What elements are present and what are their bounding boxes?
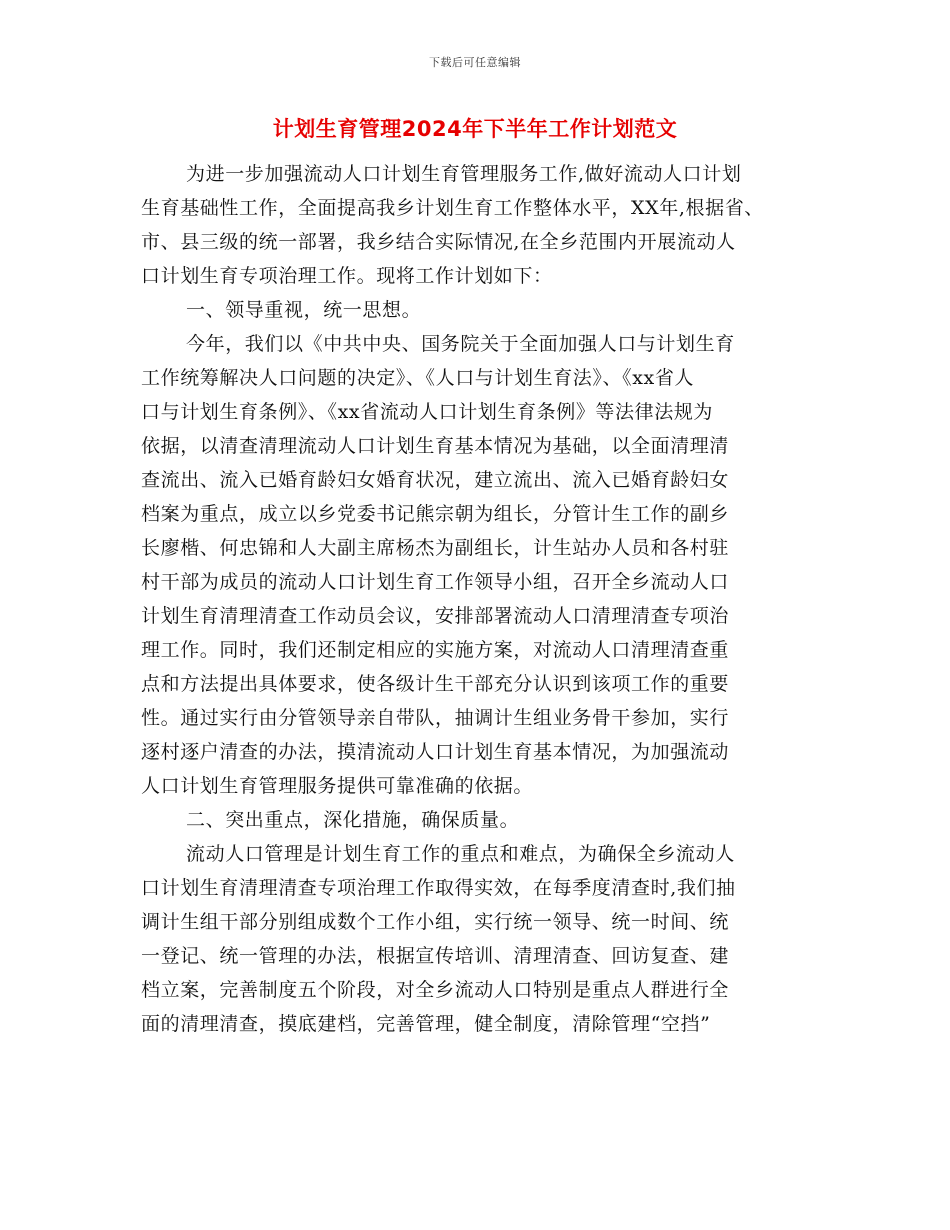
paragraph-line: 生育基础性工作，全面提高我乡计划生育工作整体水平，XX年,根据省、 bbox=[141, 197, 764, 219]
paragraph-line: 流动人口管理是计划生育工作的重点和难点，为确保全乡流动人 bbox=[186, 843, 735, 865]
section-heading: 一、领导重视，统一思想。 bbox=[186, 299, 422, 321]
paragraph-line: 市、县三级的统一部署，我乡结合实际情况,在全乡范围内开展流动人 bbox=[141, 231, 736, 253]
paragraph-line: 一登记、统一管理的办法，根据宣传培训、清理清查、回访复查、建 bbox=[141, 945, 730, 967]
paragraph-line: 口计划生育专项治理工作。现将工作计划如下： bbox=[141, 265, 553, 287]
paragraph-line: 理工作。同时，我们还制定相应的实施方案，对流动人口清理清查重 bbox=[141, 639, 730, 661]
page-header-note: 下载后可任意编辑 bbox=[429, 56, 521, 69]
paragraph-line: 面的清理清查，摸底建档，完善管理，健全制度，清除管理“空挡” bbox=[141, 1013, 711, 1035]
paragraph-line: 性。通过实行由分管领导亲自带队，抽调计生组业务骨干参加，实行 bbox=[141, 707, 730, 729]
paragraph-line: 今年，我们以《中共中央、国务院关于全面加强人口与计划生育 bbox=[186, 333, 735, 355]
section-heading: 二、突出重点，深化措施，确保质量。 bbox=[186, 809, 520, 831]
document-body bbox=[141, 157, 813, 1041]
document-title: 计划生育管理2024年下半年工作计划范文 bbox=[272, 117, 678, 141]
paragraph-line: 档案为重点，成立以乡党委书记熊宗朝为组长，分管计生工作的副乡 bbox=[141, 503, 730, 525]
paragraph-line: 点和方法提出具体要求，使各级计生干部充分认识到该项工作的重要 bbox=[141, 673, 730, 695]
paragraph-line: 口与计划生育条例》、《xx省流动人口计划生育条例》等法律法规为 bbox=[141, 401, 714, 423]
paragraph-line: 人口计划生育管理服务提供可靠准确的依据。 bbox=[141, 775, 534, 797]
paragraph-line: 口计划生育清理清查专项治理工作取得实效，在每季度清查时,我们抽 bbox=[141, 877, 736, 899]
paragraph-line: 逐村逐户清查的办法，摸清流动人口计划生育基本情况，为加强流动 bbox=[141, 741, 730, 763]
paragraph-line: 工作统筹解决人口问题的决定》、《人口与计划生育法》、《xx省人 bbox=[141, 367, 695, 389]
paragraph-line: 村干部为成员的流动人口计划生育工作领导小组，召开全乡流动人口 bbox=[141, 571, 730, 593]
paragraph-line: 档立案，完善制度五个阶段，对全乡流动人口特别是重点人群进行全 bbox=[141, 979, 730, 1001]
paragraph-line: 查流出、流入已婚育龄妇女婚育状况，建立流出、流入已婚育龄妇女 bbox=[141, 469, 730, 491]
paragraph-line: 长廖楷、何忠锦和人大副主席杨杰为副组长，计生站办人员和各村驻 bbox=[141, 537, 730, 559]
paragraph-line: 依据，以清查清理流动人口计划生育基本情况为基础，以全面清理清 bbox=[141, 435, 730, 457]
paragraph-line: 调计生组干部分别组成数个工作小组，实行统一领导、统一时间、统 bbox=[141, 911, 730, 933]
paragraph-line: 计划生育清理清查工作动员会议，安排部署流动人口清理清查专项治 bbox=[141, 605, 730, 627]
paragraph-line: 为进一步加强流动人口计划生育管理服务工作,做好流动人口计划 bbox=[186, 163, 742, 185]
